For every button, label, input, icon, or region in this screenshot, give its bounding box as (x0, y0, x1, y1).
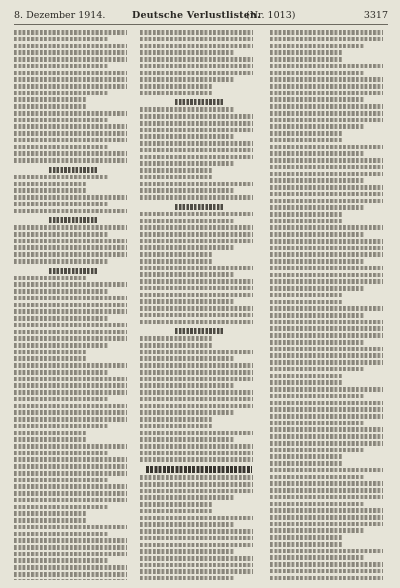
list-entry-line (14, 44, 127, 49)
list-entry-line (270, 353, 383, 358)
list-entry-line (140, 336, 213, 341)
list-entry-line (14, 532, 108, 537)
list-entry-line (270, 57, 343, 62)
list-entry-line (14, 145, 108, 150)
list-entry-line (140, 128, 253, 133)
list-entry-line (140, 245, 234, 250)
list-entry-line (14, 30, 127, 35)
list-entry-line (14, 138, 127, 143)
list-entry-line (14, 182, 87, 187)
list-entry-line (140, 141, 253, 146)
list-entry-line (270, 97, 364, 102)
list-entry-line (140, 404, 253, 409)
list-entry-line (140, 495, 234, 500)
list-entry-line (140, 225, 253, 230)
list-entry-line (14, 565, 127, 570)
list-entry-line (270, 542, 343, 547)
section-heading (175, 99, 222, 105)
list-entry-line (270, 387, 383, 392)
list-entry-line (14, 225, 127, 230)
list-entry-line (270, 91, 383, 96)
list-entry-line (14, 377, 127, 382)
list-entry-line (14, 491, 127, 496)
list-entry-line (14, 471, 127, 476)
list-entry-line (14, 232, 108, 237)
list-entry-line (14, 303, 127, 308)
list-entry-line (140, 44, 253, 49)
list-entry-line (270, 64, 383, 69)
list-entry-line (14, 259, 108, 264)
list-entry-line (270, 37, 383, 42)
list-entry-line (140, 306, 253, 311)
list-entry-line (270, 515, 383, 520)
list-entry-line (14, 104, 87, 109)
list-entry-line (140, 279, 253, 284)
list-entry-line (140, 457, 253, 462)
list-entry-line (140, 114, 253, 119)
list-entry-line (270, 151, 364, 156)
list-entry-line (14, 323, 127, 328)
list-entry-line (270, 448, 364, 453)
list-entry-line (270, 441, 383, 446)
list-entry-line (140, 299, 234, 304)
list-entry-line (270, 199, 383, 204)
list-entry-line (140, 576, 234, 580)
list-entry-line (140, 239, 253, 244)
list-entry-line (270, 172, 383, 177)
list-entry-line (270, 158, 383, 163)
list-entry-line (140, 188, 234, 193)
list-entry-line (14, 336, 127, 341)
list-entry-line (140, 410, 234, 415)
list-entry-line (270, 394, 364, 399)
list-entry-line (14, 202, 108, 207)
list-entry-line (14, 131, 127, 136)
list-entry-line (14, 239, 127, 244)
list-entry-line (140, 417, 213, 422)
list-entry-line (14, 175, 108, 180)
list-entry-line (140, 134, 234, 139)
list-entry-line (140, 161, 234, 166)
list-entry-line (270, 461, 343, 466)
list-entry-line (270, 522, 383, 527)
list-entry-line (14, 77, 127, 82)
list-entry-line (270, 454, 343, 459)
list-entry-line (14, 518, 87, 523)
section-heading (175, 204, 222, 210)
list-entry-line (14, 158, 127, 163)
list-entry-line (270, 481, 383, 486)
list-entry-line (270, 468, 383, 473)
list-entry-line (270, 71, 364, 76)
list-entry-line (140, 121, 253, 126)
list-entry-line (140, 148, 253, 153)
list-entry-line (270, 279, 383, 284)
list-entry-line (14, 404, 127, 409)
list-entry-line (270, 495, 383, 500)
list-entry-line (270, 104, 383, 109)
list-entry-line (14, 451, 108, 456)
list-entry-line (270, 286, 364, 291)
list-entry-line (14, 84, 127, 89)
list-entry-line (140, 219, 234, 224)
list-entry-line (14, 356, 87, 361)
list-entry-line (140, 509, 213, 514)
list-entry-line (270, 266, 383, 271)
list-entry-line (140, 77, 234, 82)
list-entry-line (140, 175, 213, 180)
list-entry-line (14, 316, 108, 321)
list-entry-line (14, 538, 127, 543)
list-entry-line (140, 482, 253, 487)
list-entry-line (140, 489, 253, 494)
list-entry-line (140, 569, 253, 574)
list-entry-line (140, 37, 253, 42)
list-entry-line (14, 118, 108, 123)
list-entry-line (14, 71, 127, 76)
list-entry-line (270, 192, 383, 197)
list-entry-line (14, 276, 87, 281)
list-entry-line (14, 397, 108, 402)
list-entry-line (14, 410, 127, 415)
column-left (14, 28, 132, 580)
list-entry-line (14, 97, 87, 102)
list-entry-line (14, 525, 127, 530)
list-entry-line (140, 91, 213, 96)
list-entry-line (140, 84, 213, 89)
column-middle (140, 28, 258, 580)
list-entry-line (14, 343, 108, 348)
list-entry-line (14, 545, 127, 550)
header-page-number: 3317 (363, 10, 388, 21)
list-entry-line (270, 475, 364, 480)
list-entry-line (14, 431, 87, 436)
list-entry-line (140, 232, 253, 237)
list-entry-line (140, 320, 253, 325)
list-entry-line (140, 451, 253, 456)
list-entry-line (14, 572, 127, 577)
list-entry-line (14, 91, 108, 96)
list-entry-line (270, 306, 383, 311)
list-entry-line (270, 414, 383, 419)
list-entry-line (270, 367, 364, 372)
list-entry-line (270, 401, 383, 406)
list-entry-line (14, 478, 108, 483)
list-entry-line (140, 522, 234, 527)
list-entry-line (14, 484, 127, 489)
list-entry-line (270, 407, 383, 412)
list-entry-line (270, 84, 383, 89)
list-entry-line (14, 417, 127, 422)
list-entry-line (140, 350, 253, 355)
list-entry-line (140, 563, 253, 568)
list-entry-line (140, 293, 253, 298)
list-entry-line (270, 50, 343, 55)
list-entry-line (270, 555, 364, 560)
list-entry-line (14, 245, 127, 250)
header-issue-number: (Nr. 1013) (246, 10, 296, 21)
list-entry-line (270, 205, 364, 210)
list-entry-line (270, 488, 383, 493)
list-entry-line (270, 340, 364, 345)
list-entry-line (14, 209, 127, 214)
list-entry-line (270, 239, 383, 244)
list-entry-line (14, 552, 127, 557)
list-entry-line (140, 431, 253, 436)
list-entry-line (14, 330, 127, 335)
list-entry-line (270, 77, 383, 82)
list-entry-line (140, 272, 234, 277)
list-entry-line (14, 57, 127, 62)
list-entry-line (140, 155, 253, 160)
list-entry-line (14, 579, 127, 580)
list-entry-line (140, 536, 253, 541)
list-entry-line (140, 556, 253, 561)
list-entry-line (270, 434, 383, 439)
page-header (14, 10, 388, 25)
list-entry-line (14, 188, 87, 193)
list-entry-line (270, 124, 364, 129)
list-entry-line (140, 286, 253, 291)
list-entry-line (140, 64, 253, 69)
list-entry-line (14, 195, 127, 200)
list-entry-line (14, 296, 127, 301)
list-entry-line (140, 549, 234, 554)
list-entry-line (14, 558, 108, 563)
list-entry-line (14, 151, 127, 156)
list-entry-line (270, 145, 383, 150)
list-entry-line (14, 50, 127, 55)
list-entry-line (140, 50, 234, 55)
list-entry-line (140, 57, 253, 62)
list-entry-line (140, 168, 213, 173)
list-entry-line (140, 30, 253, 35)
list-entry-line (270, 528, 364, 533)
list-entry-line (140, 195, 253, 200)
list-entry-line (14, 124, 127, 129)
list-entry-line (14, 505, 108, 510)
section-heading (175, 328, 222, 334)
list-entry-line (270, 508, 383, 513)
list-entry-line (270, 569, 383, 574)
list-entry-line (14, 437, 87, 442)
list-entry-line (270, 300, 343, 305)
list-entry-line (270, 427, 383, 432)
list-entry-line (140, 71, 253, 76)
list-entry-line (14, 37, 108, 42)
list-entry-line (270, 562, 383, 567)
list-entry-line (140, 212, 253, 217)
list-entry-line (270, 225, 383, 230)
list-entry-line (14, 370, 108, 375)
list-entry-line (140, 377, 253, 382)
list-entry-line (14, 444, 127, 449)
list-entry-line (14, 424, 108, 429)
list-entry-line (14, 383, 127, 388)
list-entry-line (270, 374, 343, 379)
list-entry-line (140, 252, 213, 257)
header-date: 8. Dezember 1914. (14, 10, 106, 21)
list-entry-line (140, 475, 253, 480)
list-entry-line (270, 576, 383, 580)
list-entry-line (270, 326, 383, 331)
list-entry-line (140, 397, 253, 402)
list-entry-line (270, 219, 343, 224)
list-entry-line (270, 380, 343, 385)
list-entry-line (14, 111, 127, 116)
list-entry-line (14, 511, 87, 516)
list-entry-line (14, 464, 127, 469)
list-entry-line (14, 309, 127, 314)
list-entry-line (140, 390, 253, 395)
header-title: Deutsche Verlustlisten. (132, 10, 261, 21)
list-entry-line (270, 246, 383, 251)
list-entry-line (270, 333, 383, 338)
list-entry-line (270, 138, 343, 143)
column-right (270, 28, 388, 580)
list-entry-line (270, 252, 383, 257)
list-entry-line (14, 498, 127, 503)
list-entry-line (270, 502, 364, 507)
section-heading (49, 268, 96, 274)
list-entry-line (270, 178, 364, 183)
section-heading (146, 466, 252, 473)
list-entry-line (270, 535, 343, 540)
list-entry-line (270, 165, 383, 170)
list-entry-line (270, 421, 364, 426)
list-entry-line (140, 502, 213, 507)
list-entry-line (14, 64, 108, 69)
list-entry-line (140, 356, 234, 361)
list-entry-line (270, 360, 383, 365)
list-entry-line (270, 347, 383, 352)
list-entry-line (140, 107, 234, 112)
list-entry-line (270, 259, 364, 264)
list-entry-line (14, 390, 127, 395)
list-entry-line (270, 549, 383, 554)
list-entry-line (270, 313, 364, 318)
list-entry-line (270, 212, 343, 217)
list-entry-line (270, 232, 364, 237)
list-entry-line (14, 350, 87, 355)
list-entry-line (270, 273, 383, 278)
list-entry-line (14, 363, 127, 368)
list-entry-line (140, 437, 234, 442)
list-entry-line (140, 343, 213, 348)
list-entry-line (14, 252, 127, 257)
list-entry-line (140, 370, 253, 375)
list-entry-line (270, 118, 383, 123)
list-entry-line (270, 111, 383, 116)
list-entry-line (140, 444, 253, 449)
list-entry-line (270, 185, 383, 190)
list-entry-line (14, 282, 127, 287)
list-entry-line (140, 363, 253, 368)
list-entry-line (140, 424, 213, 429)
list-entry-line (140, 529, 253, 534)
list-entry-line (140, 383, 234, 388)
list-entry-line (270, 293, 343, 298)
list-entry-line (270, 30, 383, 35)
list-entry-line (270, 320, 383, 325)
section-heading (49, 217, 96, 223)
list-entry-line (14, 289, 108, 294)
list-entry-line (140, 516, 253, 521)
list-entry-line (14, 457, 127, 462)
list-entry-line (140, 182, 253, 187)
list-entry-line (140, 266, 253, 271)
list-entry-line (270, 44, 364, 49)
list-entry-line (140, 259, 213, 264)
list-entry-line (270, 131, 343, 136)
section-heading (49, 167, 96, 173)
list-entry-line (140, 313, 253, 318)
list-entry-line (140, 543, 253, 548)
